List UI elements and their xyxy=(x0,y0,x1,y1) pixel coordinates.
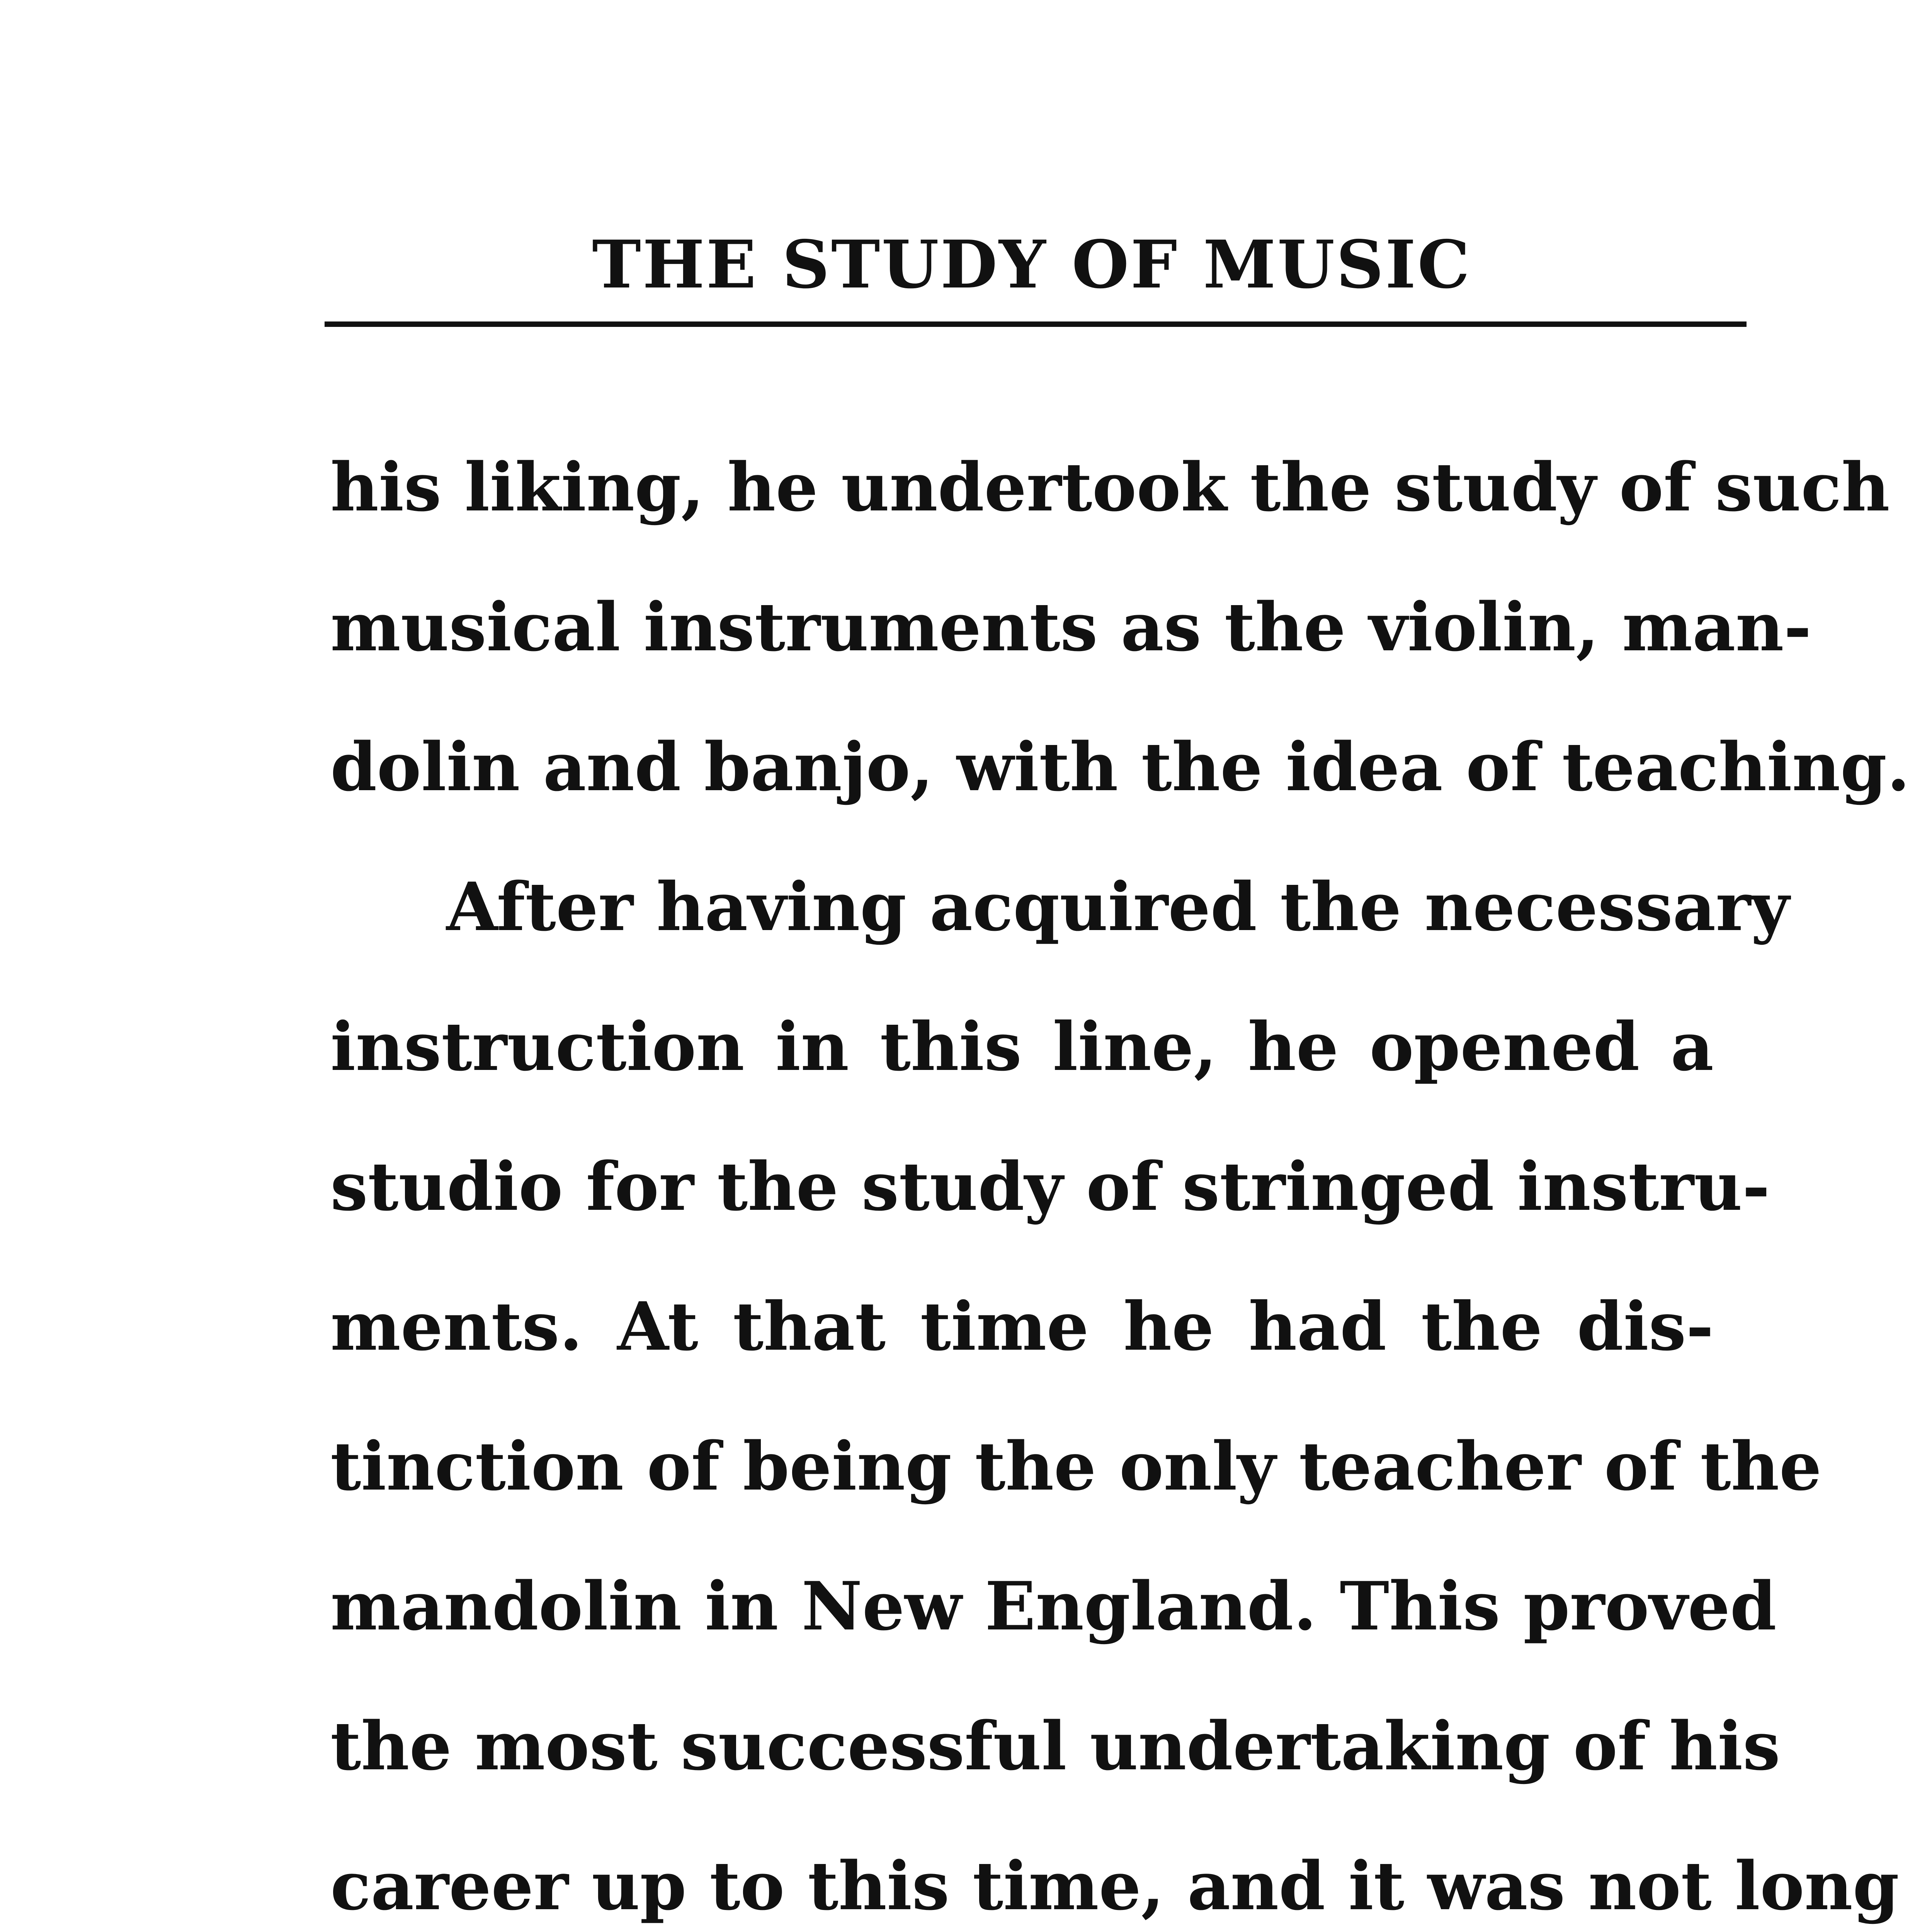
running-title: THE STUDY OF MUSIC xyxy=(592,226,1471,303)
text-line: tinction of being the only teacher of the xyxy=(330,1427,1822,1505)
body-text xyxy=(330,417,1910,1932)
text-line: the most successful undertaking of his xyxy=(330,1707,1781,1785)
text-line: After having acquired the necessary xyxy=(446,867,1789,946)
header-rule xyxy=(325,321,1747,327)
text-line: career up to this time, and it was not long xyxy=(330,1847,1899,1925)
text-line: musical instruments as the violin, man- xyxy=(330,588,1811,666)
text-line: his liking, he undertook the study of such xyxy=(330,448,1890,526)
text-line: instruction in this line, he opened a xyxy=(330,1007,1714,1086)
text-line: ments. At that time he had the dis- xyxy=(330,1287,1714,1366)
text-line: mandolin in New England. This proved xyxy=(330,1567,1777,1645)
text-line: studio for the study of stringed instru- xyxy=(330,1147,1770,1226)
text-line: dolin and banjo, with the idea of teaching. xyxy=(330,728,1910,806)
